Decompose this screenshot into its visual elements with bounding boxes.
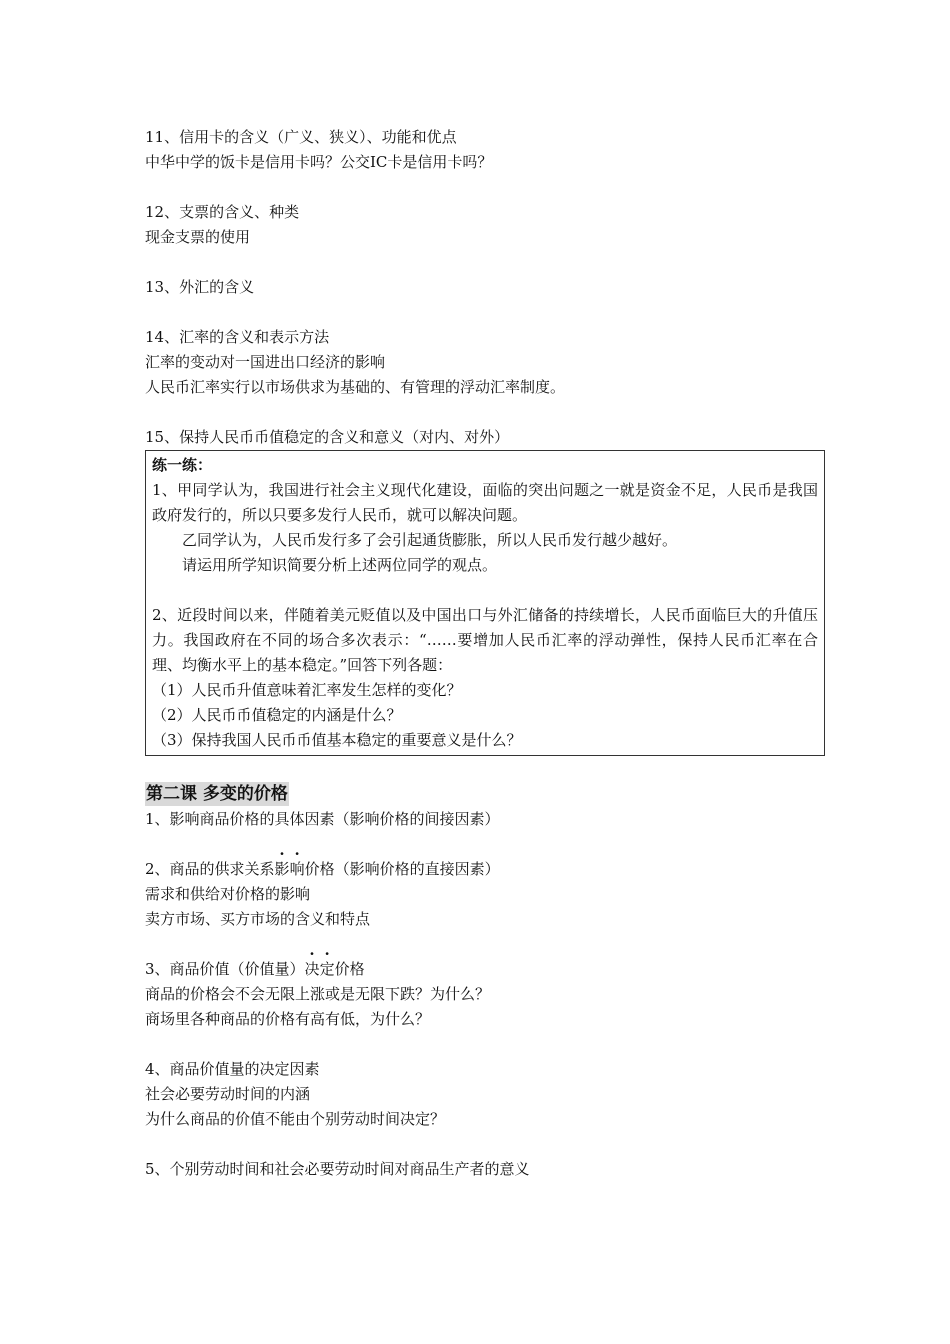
lesson-2-item-2 — [145, 857, 830, 882]
emphasis-dot-char: 决 — [304, 960, 320, 978]
emphasis-dot-char: 定 — [319, 960, 335, 978]
practice-q2-sub-2: （2）人民币币值稳定的内涵是什么？ — [152, 706, 402, 724]
emphasis-dot-char: 响 — [289, 860, 305, 878]
item-15-heading: 15、保持人民币币值稳定的含义和意义（对内、对外） — [145, 428, 510, 446]
lesson-2-item-2-pre: 2、商品的供求关系 — [145, 860, 275, 878]
lesson-2-item-1: 1、影响商品价格的具体因素（影响价格的间接因素） — [145, 810, 500, 828]
lesson-2-item-2-line-2: 卖方市场、买方市场的含义和特点 — [145, 910, 371, 928]
lesson-2-item-2-post: 价格（影响价格的直接因素） — [304, 860, 500, 878]
lesson-2-item-4-line-2: 为什么商品的价值不能由个别劳动时间决定？ — [145, 1110, 446, 1128]
practice-q1-line-2: 乙同学认为，人民币发行多了会引起通货膨胀，所以人民币发行越少越好。 — [182, 531, 678, 549]
practice-q1-line-3: 请运用所学知识简要分析上述两位同学的观点。 — [182, 556, 498, 574]
item-11-line: 中华中学的饭卡是信用卡吗？公交IC卡是信用卡吗？ — [145, 153, 493, 171]
practice-q1: 1、甲同学认为，我国进行社会主义现代化建设，面临的突出问题之一就是资金不足，人民币是我国政府发行的，所以只要多发行人民币，就可以解决问题。 — [152, 481, 818, 524]
lesson-2-item-3 — [145, 957, 830, 982]
lesson-2-item-4: 4、商品价值量的决定因素 — [145, 1060, 320, 1078]
emphasis-dot-char: 影 — [274, 860, 290, 878]
lesson-2-title: 第二课 多变的价格 — [146, 784, 288, 804]
lesson-2-item-3-pre: 3、商品价值（价值量） — [145, 960, 305, 978]
item-14-line-2: 人民币汇率实行以市场供求为基础的、有管理的浮动汇率制度。 — [145, 378, 566, 396]
item-14-line-1: 汇率的变动对一国进出口经济的影响 — [145, 353, 386, 371]
practice-q2-sub-3: （3）保持我国人民币币值基本稳定的重要意义是什么？ — [152, 731, 522, 749]
lesson-2-item-5: 5、个别劳动时间和社会必要劳动时间对商品生产者的意义 — [145, 1160, 530, 1178]
practice-q2-sub-1: （1）人民币升值意味着汇率发生怎样的变化？ — [152, 681, 462, 699]
lesson-2-item-3-line-2: 商场里各种商品的价格有高有低，为什么？ — [145, 1010, 431, 1028]
lesson-2-item-4-line-1: 社会必要劳动时间的内涵 — [145, 1085, 311, 1103]
document-content — [145, 125, 830, 1182]
item-12-heading: 12、支票的含义、种类 — [145, 203, 300, 221]
lesson-2-item-3-line-1: 商品的价格会不会无限上涨或是无限下跌？为什么？ — [145, 985, 491, 1003]
item-11-heading: 11、信用卡的含义（广义、狭义）、功能和优点 — [145, 128, 457, 146]
item-14-heading: 14、汇率的含义和表示方法 — [145, 328, 330, 346]
item-12-line: 现金支票的使用 — [145, 228, 251, 246]
practice-title: 练一练： — [152, 456, 213, 474]
practice-q2: 2、近段时间以来，伴随着美元贬值以及中国出口与外汇储备的持续增长，人民币面临巨大的升值压力。我国政府在不同的场合多次表示：“……要增加人民币汇率的浮动弹性，保持人民币汇率在合理、均衡水平上的基本稳定。”回答下列各题： — [152, 606, 818, 674]
lesson-2-item-3-post: 价格 — [334, 960, 365, 978]
item-13-heading: 13、外汇的含义 — [145, 278, 255, 296]
practice-box — [145, 450, 825, 756]
lesson-2-item-2-line-1: 需求和供给对价格的影响 — [145, 885, 311, 903]
